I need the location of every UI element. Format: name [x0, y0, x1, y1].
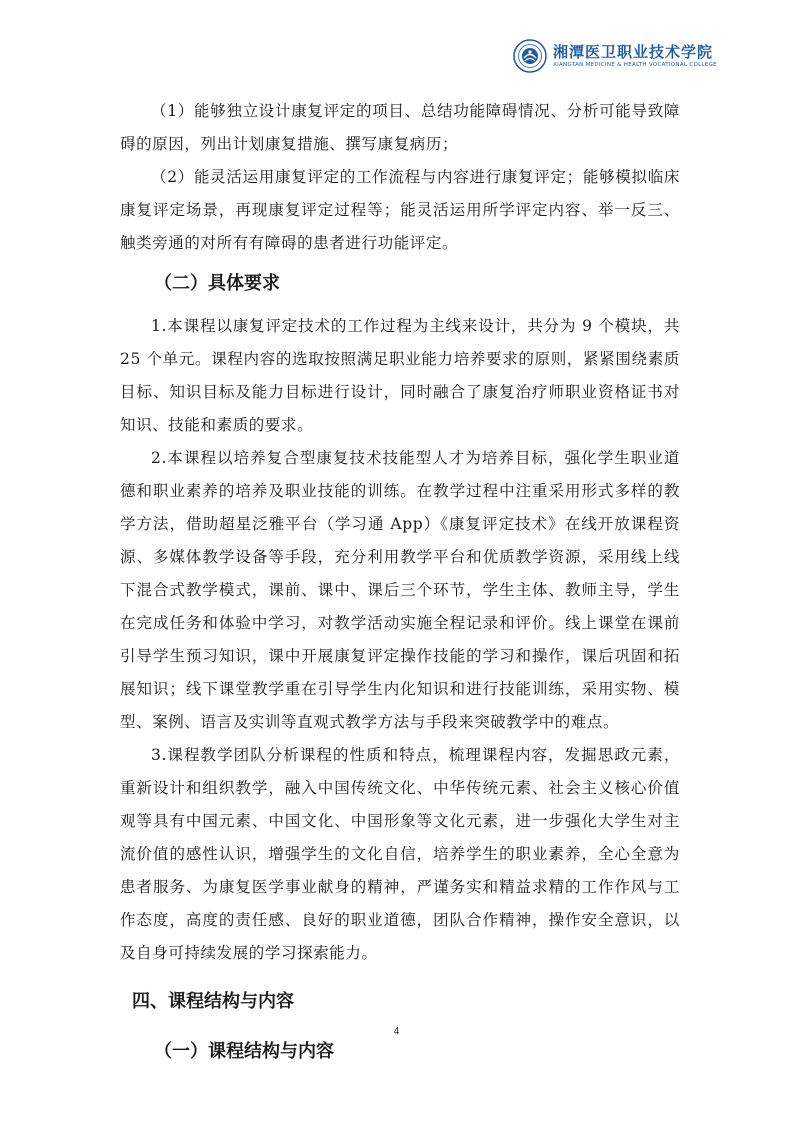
ability-item-1: （1）能够独立设计康复评定的项目、总结功能障碍情况、分析可能导致障碍的原因，列出计划康复措施、撰写康复病历；	[120, 102, 680, 153]
section-heading-structure: （一）课程结构与内容	[154, 1041, 334, 1062]
document-body	[120, 95, 680, 1078]
requirement-paragraph-1: 1.本课程以康复评定技术的工作过程为主线来设计，共分为 9 个模块，共 25 个单元。课程内容的选取按照满足职业能力培养要求的原则，紧紧围绕素质目标、知识目标及能力目标进行设计，同时融合了康复治疗师职业资格证书对知识、技能和素质的要求。	[120, 317, 680, 434]
college-name-en: XIANGTAN MEDICINE & HEALTH VOCATIONAL COLLEGE	[553, 62, 717, 68]
ability-item-2: （2）能灵活运用康复评定的工作流程与内容进行康复评定；能够模拟临床康复评定场景，再现康复评定过程等；能灵活运用所学评定内容、举一反三、触类旁通的对所有有障碍的患者进行功能评定。	[120, 168, 680, 252]
section-heading-requirements: （二）具体要求	[154, 273, 280, 294]
requirement-paragraph-2: 2.本课程以培养复合型康复技术技能型人才为培养目标，强化学生职业道德和职业素养的培养及职业技能的训练。在教学过程中注重采用形式多样的教学方法，借助超星泛雅平台（学习通 App）《康复评定技术》在线开放课程资源、多媒体教学设备等手段，充分利用教学平台和优质教学资源，采用线上线下混合式教学模式，课前、课中、课后三个环节，学生主体、教师主导，学生在完成任务和体验中学习，对教学活动实施全程记录和评价。线上课堂在课前引导学生预习知识，课中开展康复评定操作技能的学习和操作，课后巩固和拓展知识；线下课堂教学重在引导学生内化知识和进行技能训练，采用实物、模型、案例、语言及实训等直观式教学方法与手段来突破教学中的难点。	[120, 449, 680, 731]
chapter-heading-structure: 四、课程结构与内容	[132, 991, 294, 1012]
college-name-cn: 湘潭医卫职业技术学院	[553, 43, 714, 61]
college-logo	[513, 36, 717, 76]
page-number: 4	[393, 1026, 400, 1037]
requirement-paragraph-3: 3.课程教学团队分析课程的性质和特点，梳理课程内容，发掘思政元素，重新设计和组织教学，融入中国传统文化、中华传统元素、社会主义核心价值观等具有中国元素、中国文化、中国形象等文化元素，进一步强化大学生对主流价值的感性认识，增强学生的文化自信，培养学生的职业素养，全心全意为患者服务、为康复医学事业献身的精神，严谨务实和精益求精的工作作风与工作态度，高度的责任感、良好的职业道德，团队合作精神，操作安全意识，以及自身可持续发展的学习探索能力。	[120, 746, 680, 962]
college-seal-icon	[513, 39, 547, 73]
